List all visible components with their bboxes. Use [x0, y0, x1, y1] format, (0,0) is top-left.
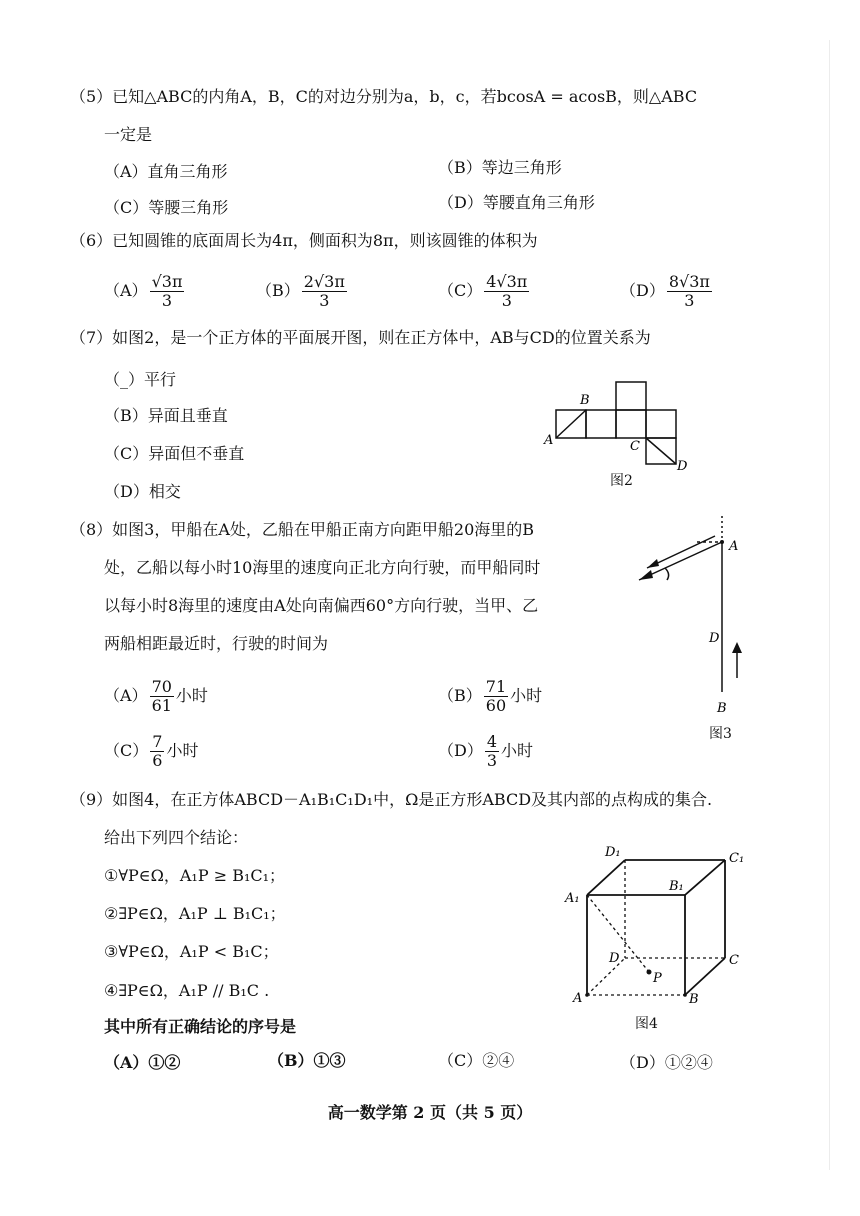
q8-option-d-frac [485, 733, 499, 770]
edge-a1d1 [587, 860, 625, 895]
q7-option-a: （_）平行 [104, 370, 177, 389]
q6-option-b-num: 2√3π [303, 272, 345, 291]
q6-option-d [620, 273, 714, 310]
label-b: B [580, 393, 590, 408]
edge-b1c1 [685, 860, 725, 895]
label-d: D [609, 951, 620, 966]
q8-option-d-den: 3 [486, 751, 498, 770]
q9-conclusion-4: ④∃P∈Ω，A₁P // B₁C . [104, 981, 270, 1000]
net-square-top [616, 382, 646, 410]
q8-option-b-num: 71 [485, 677, 507, 696]
q6-option-d-den: 3 [684, 291, 695, 310]
q8-option-a-den: 61 [151, 696, 172, 715]
label-c: C [729, 953, 739, 968]
label-a: A [729, 539, 739, 554]
q9-conclusion-2: ②∃P∈Ω，A₁P ⊥ B₁C₁； [104, 904, 286, 923]
q9-option-d: （D）①②④ [620, 1053, 713, 1072]
angle-arc [665, 568, 669, 580]
q5-stem-line2: 一定是 [104, 125, 153, 144]
segment-ab [556, 410, 586, 438]
q8-option-d-unit: 小时 [501, 741, 534, 760]
q9-stem-line2: 给出下列四个结论： [104, 828, 249, 847]
q9-conclusion-1: ①∀P∈Ω，A₁P ≥ B₁C₁； [104, 866, 286, 885]
q8-option-b [438, 678, 542, 715]
q6-option-c-den: 3 [501, 291, 512, 310]
label-a: A [573, 991, 583, 1006]
q6-option-a-num: √3π [151, 272, 183, 291]
q7-option-c: （C）异面但不垂直 [104, 444, 245, 463]
q8-line3: 以每小时8海里的速度由A处向南偏西60°方向行驶，当甲、乙 [104, 596, 539, 615]
figure-4-cube [565, 840, 765, 1015]
q6-option-c [438, 273, 531, 310]
net-square-3 [616, 410, 646, 438]
page-footer: 高一数学第 2 页（共 5 页） [327, 1103, 533, 1122]
figure-3-caption: 图3 [709, 726, 732, 742]
q8-option-c-num: 7 [152, 732, 163, 751]
q6-option-b-frac [302, 273, 347, 310]
label-a1: A₁ [565, 891, 580, 906]
q8-option-c-frac [150, 733, 164, 770]
ship-b-arrowhead [732, 642, 742, 653]
q8-option-b-frac [484, 678, 508, 715]
q9-option-c: （C）②④ [438, 1051, 515, 1070]
figure-4-caption: 图4 [635, 1016, 658, 1032]
q8-option-c-den: 6 [152, 751, 163, 770]
q9-question: 其中所有正确结论的序号是 [104, 1017, 297, 1036]
q5-stem-line1: （5）已知△ABC的内角A，B，C的对边分别为a，b，c，若bcosA = acosB，则△ABC [70, 87, 698, 106]
q8-line2: 处，乙船以每小时10海里的速度向正北方向行驶，而甲船同时 [104, 558, 541, 577]
label-d1: D₁ [605, 845, 621, 860]
q9-option-b: （B）①③ [268, 1051, 346, 1070]
q6-stem: （6）已知圆锥的底面周长为4π，侧面积为8π，则该圆锥的体积为 [70, 231, 538, 250]
q7-option-b: （B）异面且垂直 [104, 406, 228, 425]
q9-stem-line1: （9）如图4，在正方体ABCD－A₁B₁C₁D₁中，Ω是正方形ABCD及其内部的点构成的集合. [70, 790, 713, 809]
q6-option-b-label: （B） [256, 281, 300, 300]
q6-option-d-num: 8√3π [668, 272, 710, 291]
q8-option-c [104, 733, 198, 770]
q6-option-d-label: （D） [620, 281, 665, 300]
q6-option-d-frac [667, 273, 712, 310]
label-p: P [653, 971, 662, 986]
q6-option-a-frac [150, 273, 185, 310]
point-p [647, 970, 652, 975]
q8-option-a-unit: 小时 [175, 686, 208, 705]
q8-line1: （8）如图3，甲船在A处，乙船在甲船正南方向距甲船20海里的B [70, 520, 535, 539]
q6-option-a-den: 3 [161, 291, 173, 310]
segment-cd [646, 438, 676, 464]
edge-bc [685, 958, 725, 995]
figure-2-caption: 图2 [610, 473, 633, 489]
q8-option-c-unit: 小时 [166, 741, 199, 760]
q8-option-b-den: 60 [485, 696, 507, 715]
label-b1: B₁ [669, 879, 684, 894]
q8-option-a-label: （A） [104, 686, 148, 705]
q9-option-a: （A）①② [104, 1053, 181, 1072]
q5-option-c: （C）等腰三角形 [104, 198, 229, 217]
net-square-4 [646, 410, 676, 438]
q8-option-a [104, 678, 208, 715]
point-b [683, 993, 687, 997]
q8-option-b-label: （B） [438, 686, 482, 705]
figure-2-cube-net [540, 378, 740, 488]
q5-option-b: （B）等边三角形 [438, 158, 562, 177]
q5-option-a: （A）直角三角形 [104, 162, 228, 181]
figure-3-ships [625, 512, 755, 716]
ship-a-direction-arrowhead [647, 559, 659, 568]
label-a: A [544, 433, 554, 448]
net-square-2 [586, 410, 616, 438]
q9-conclusion-3: ③∀P∈Ω，A₁P < B₁C； [104, 942, 279, 961]
q8-option-c-label: （C） [104, 741, 149, 760]
q8-option-b-unit: 小时 [510, 686, 543, 705]
label-c1: C₁ [729, 851, 745, 866]
label-b: B [717, 701, 727, 716]
q5-option-d: （D）等腰直角三角形 [438, 193, 595, 212]
label-b: B [689, 992, 699, 1007]
q6-option-b [256, 273, 349, 310]
label-c: C [630, 439, 640, 454]
page-edge [829, 40, 830, 1170]
q6-option-c-num: 4√3π [486, 272, 528, 291]
q8-option-d-num: 4 [486, 732, 498, 751]
q6-option-b-den: 3 [319, 291, 330, 310]
q7-stem: （7）如图2，是一个正方体的平面展开图，则在正方体中，AB与CD的位置关系为 [70, 328, 651, 347]
point-a [720, 540, 724, 544]
q8-option-a-num: 70 [151, 677, 172, 696]
q6-option-a [104, 273, 186, 310]
q6-option-c-label: （C） [438, 281, 483, 300]
q8-option-d [438, 733, 533, 770]
q8-option-a-frac [150, 678, 174, 715]
ship-a-arrowhead [639, 570, 653, 580]
label-d: D [677, 459, 688, 474]
point-a [585, 993, 589, 997]
label-d: D [709, 631, 720, 646]
q6-option-c-frac [484, 273, 529, 310]
q6-option-a-label: （A） [104, 281, 148, 300]
q8-option-d-label: （D） [438, 741, 483, 760]
q7-option-d: （D）相交 [104, 482, 181, 501]
q8-line4: 两船相距最近时，行驶的时间为 [104, 634, 329, 653]
